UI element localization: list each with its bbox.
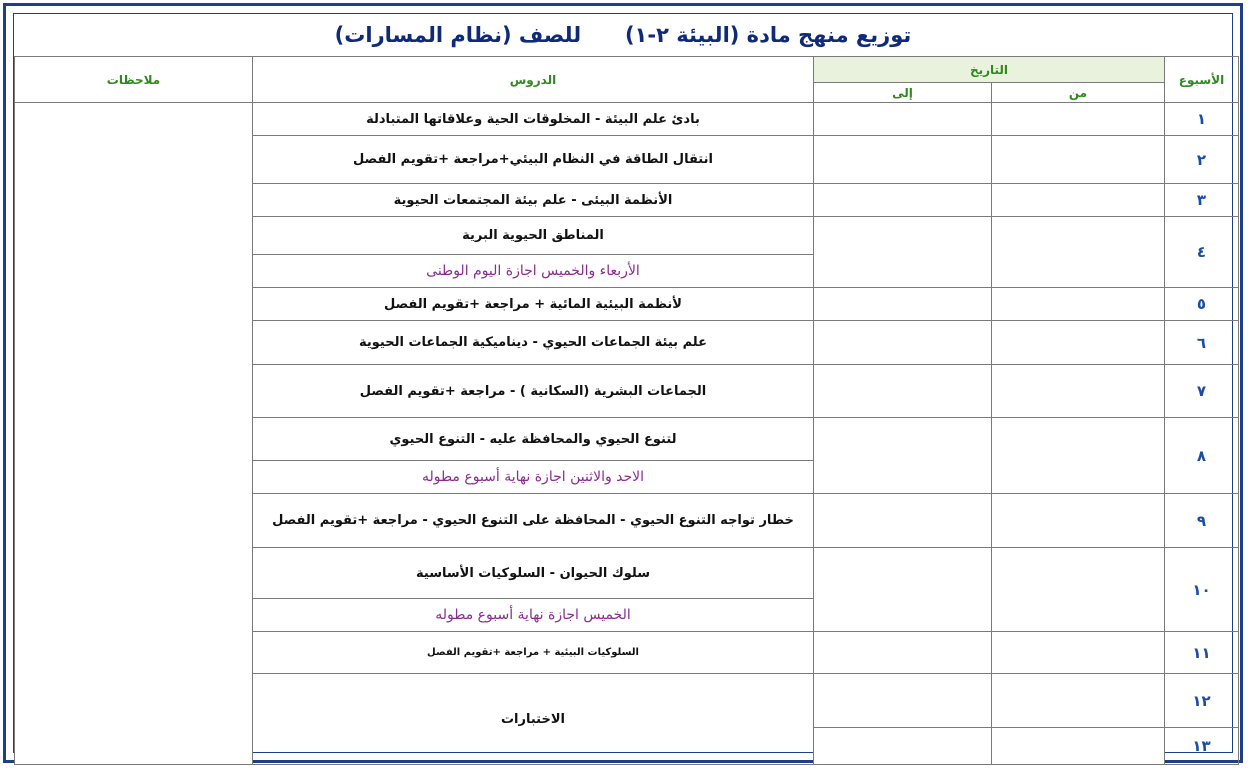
week-number: ٩ [1165, 494, 1239, 548]
holiday-note: الاحد والاثنين اجازة نهاية أسبوع مطوله [253, 461, 814, 494]
week-number: ٧ [1165, 365, 1239, 418]
date-from-cell[interactable] [992, 184, 1165, 217]
date-to-cell[interactable] [814, 548, 992, 632]
date-to-cell[interactable] [814, 103, 992, 136]
title-bar [14, 14, 1232, 57]
week-number: ١ [1165, 103, 1239, 136]
lesson-cell: خطار تواجه التنوع الحيوي - المحافظة على التنوع الحيوي - مراجعة +تقويم الفصل [253, 494, 814, 548]
curriculum-table [14, 56, 1239, 765]
date-to-cell[interactable] [814, 321, 992, 365]
date-from-cell[interactable] [992, 103, 1165, 136]
header-week: الأسبوع [1165, 57, 1239, 103]
date-from-cell[interactable] [992, 217, 1165, 288]
date-to-cell[interactable] [814, 217, 992, 288]
lesson-cell: الاختبارات [253, 674, 814, 765]
date-from-cell[interactable] [992, 494, 1165, 548]
header-date: التاريخ [814, 57, 1165, 83]
date-to-cell[interactable] [814, 365, 992, 418]
lesson-cell: بادئ علم البيئة - المخلوقات الحية وعلاقاتها المتبادلة [253, 103, 814, 136]
date-from-cell[interactable] [992, 632, 1165, 674]
notes-cell[interactable] [15, 103, 253, 765]
date-from-cell[interactable] [992, 288, 1165, 321]
lesson-cell: لأنظمة البيئية المائية + مراجعة +تقويم الفصل [253, 288, 814, 321]
date-to-cell[interactable] [814, 632, 992, 674]
week-number: ١٢ [1165, 674, 1239, 728]
week-number: ٣ [1165, 184, 1239, 217]
lesson-cell: الأنظمة البيئى - علم بيئة المجتمعات الحيوية [253, 184, 814, 217]
week-number: ٥ [1165, 288, 1239, 321]
date-from-cell[interactable] [992, 674, 1165, 728]
date-from-cell[interactable] [992, 321, 1165, 365]
date-to-cell[interactable] [814, 728, 992, 765]
week-number: ٨ [1165, 418, 1239, 494]
header-from: من [992, 83, 1165, 103]
header-to: إلى [814, 83, 992, 103]
date-to-cell[interactable] [814, 418, 992, 494]
week-number: ٦ [1165, 321, 1239, 365]
week-number: ١٠ [1165, 548, 1239, 632]
week-number: ١١ [1165, 632, 1239, 674]
header-notes: ملاحظات [15, 57, 253, 103]
holiday-note: الأربعاء والخميس اجازة اليوم الوطنى [253, 255, 814, 288]
lesson-cell: انتقال الطاقة في النظام البيئي+مراجعة +تقويم الفصل [253, 136, 814, 184]
date-from-cell[interactable] [992, 548, 1165, 632]
date-from-cell[interactable] [992, 136, 1165, 184]
date-from-cell[interactable] [992, 418, 1165, 494]
lesson-cell: سلوك الحيوان - السلوكيات الأساسية [253, 548, 814, 599]
lesson-cell: السلوكيات البيئية + مراجعة +تقويم الفصل [253, 632, 814, 674]
date-to-cell[interactable] [814, 288, 992, 321]
date-to-cell[interactable] [814, 674, 992, 728]
week-number: ٢ [1165, 136, 1239, 184]
page-title: توزيع منهج مادة (البيئة ٢-١) للصف (نظام المسارات) [334, 23, 912, 47]
lesson-cell: علم بيئة الجماعات الحيوي - ديناميكية الجماعات الحيوية [253, 321, 814, 365]
date-to-cell[interactable] [814, 184, 992, 217]
lesson-cell: لتنوع الحيوي والمحافظة عليه - التنوع الحيوي [253, 418, 814, 461]
document-body [13, 13, 1233, 753]
date-to-cell[interactable] [814, 494, 992, 548]
lesson-cell: المناطق الحيوية البرية [253, 217, 814, 255]
holiday-note: الخميس اجازة نهاية أسبوع مطوله [253, 599, 814, 632]
date-to-cell[interactable] [814, 136, 992, 184]
date-from-cell[interactable] [992, 728, 1165, 765]
lesson-cell: الجماعات البشرية (السكانية ) - مراجعة +تقويم الفصل [253, 365, 814, 418]
header-lessons: الدروس [253, 57, 814, 103]
week-number: ٤ [1165, 217, 1239, 288]
page-frame [3, 3, 1243, 763]
week-number: ١٣ [1165, 728, 1239, 765]
date-from-cell[interactable] [992, 365, 1165, 418]
